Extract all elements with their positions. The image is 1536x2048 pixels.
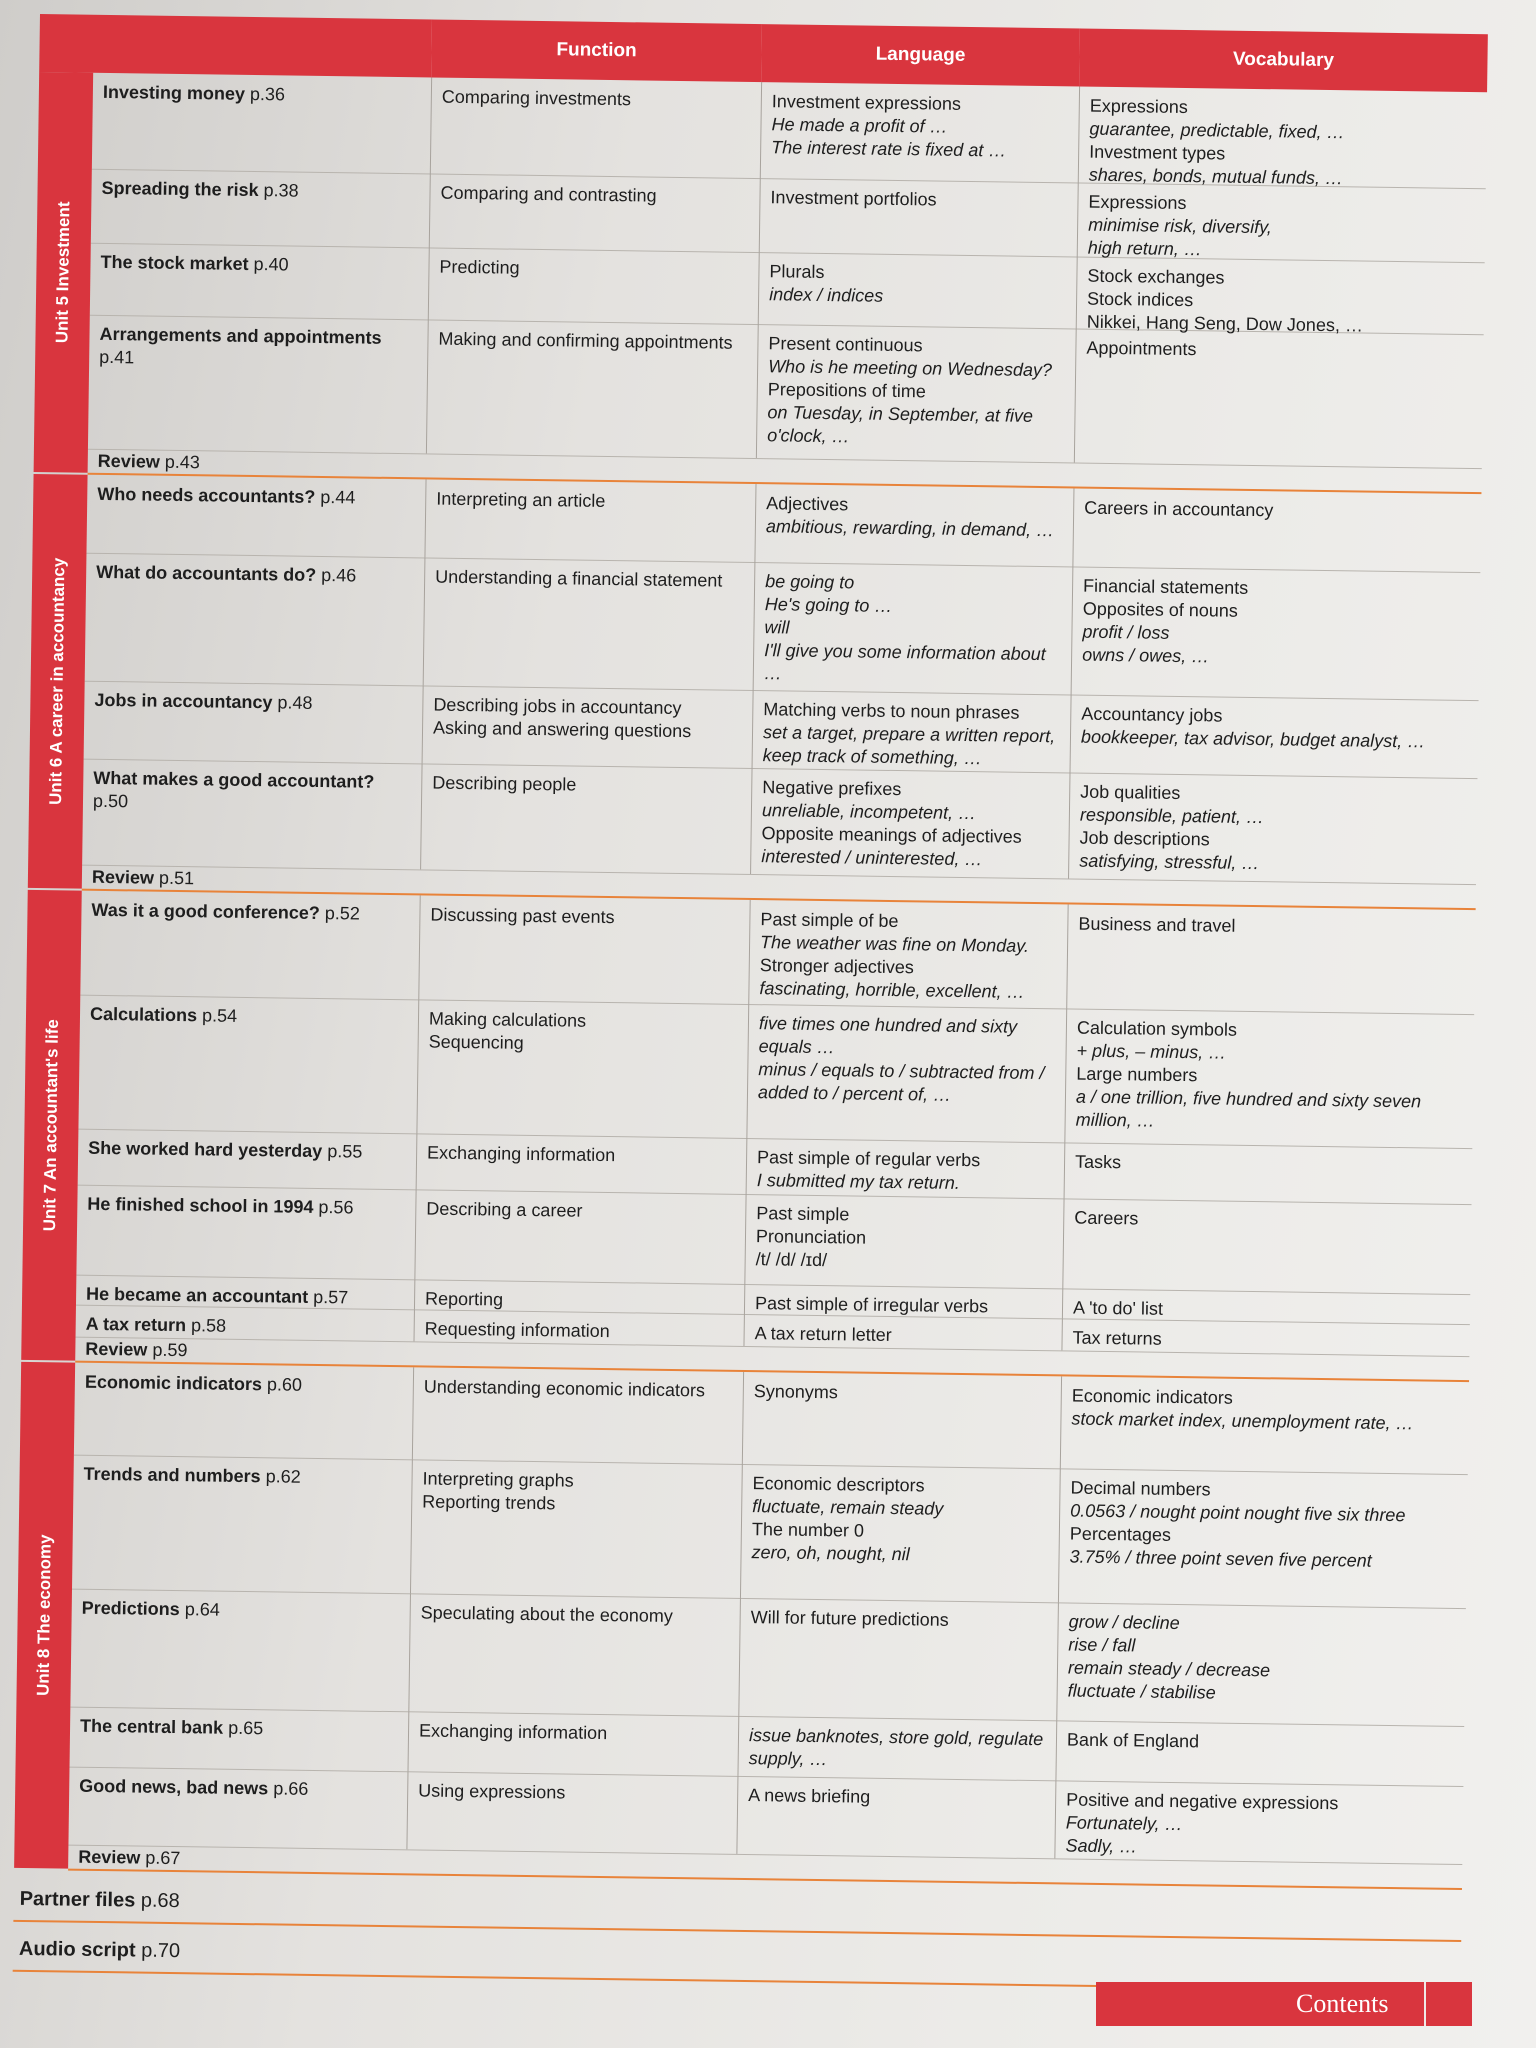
lesson-title: What makes a good accountant? [93, 767, 375, 792]
lesson-page: p.56 [318, 1197, 354, 1218]
vocabulary-line: Business and travel [1078, 913, 1236, 936]
function-line: Using expressions [418, 1780, 566, 1803]
vocabulary-line: Careers [1074, 1207, 1139, 1229]
language-line: fascinating, horrible, excellent, … [759, 978, 1025, 1002]
lesson-title: Was it a good conference? [91, 899, 320, 923]
vocabulary-cell [1064, 1142, 1473, 1204]
review-title: Review [85, 1338, 148, 1360]
language-cell [748, 900, 1067, 1008]
language-line: will [764, 617, 790, 638]
language-cell [759, 178, 1078, 256]
language-line: Negative prefixes [762, 777, 902, 800]
lesson-title: What do accountants do? [96, 561, 317, 585]
lesson-cell [76, 1275, 414, 1310]
unit-label: Unit 5 Investment [52, 201, 74, 344]
lesson-title: Calculations [89, 1003, 198, 1026]
vocabulary-line: + plus, – minus, … [1076, 1040, 1227, 1063]
vocabulary-line: Expressions [1088, 191, 1187, 214]
vocabulary-line: 3.75% / three point seven five percent [1069, 1546, 1372, 1571]
function-cell [430, 77, 761, 178]
function-cell [416, 999, 748, 1138]
lesson-title: He became an accountant [85, 1283, 309, 1307]
vocabulary-line: Tasks [1074, 1151, 1122, 1173]
vocabulary-line: fluctuate / stabilise [1067, 1680, 1216, 1703]
lesson-page: p.65 [228, 1717, 264, 1739]
lesson-page: p.66 [273, 1778, 309, 1799]
language-line: on Tuesday, in September, at five o'clock, … [767, 402, 1034, 447]
table-row [85, 553, 1481, 701]
lesson-cell [91, 169, 430, 248]
function-cell [423, 557, 755, 690]
vocabulary-line: profit / loss [1082, 621, 1170, 643]
language-line: The weather was fine on Monday. [759, 932, 1030, 956]
function-cell [428, 247, 759, 324]
lesson-page: p.41 [99, 346, 135, 368]
lesson-cell [86, 475, 425, 558]
review-title: Review [78, 1846, 141, 1868]
unit-band [34, 72, 94, 473]
function-line: Understanding a financial statement [435, 566, 723, 591]
language-line: Present continuous [768, 333, 923, 356]
language-line: Opposite meanings of adjectives [761, 823, 1022, 847]
lesson-page: p.55 [327, 1141, 363, 1162]
function-line: Requesting information [424, 1318, 610, 1342]
vocabulary-line: bookkeeper, tax advisor, budget analyst, … [1080, 726, 1426, 752]
vocabulary-line: Job qualities [1080, 781, 1181, 803]
function-cell [414, 1189, 745, 1284]
vocabulary-cell [1060, 1376, 1469, 1474]
function-line: Understanding economic indicators [423, 1376, 706, 1401]
vocabulary-cell [1071, 566, 1481, 700]
lesson-page: p.62 [265, 1466, 301, 1487]
language-cell [743, 1314, 1061, 1350]
lesson-cell [76, 1185, 415, 1280]
language-cell [738, 1598, 1058, 1720]
lesson-page: p.50 [92, 790, 129, 812]
function-line: Describing people [432, 772, 577, 795]
language-cell [750, 768, 1069, 878]
language-line: Past simple of regular verbs [756, 1147, 981, 1171]
function-cell [406, 1771, 737, 1854]
review-page: p.43 [164, 451, 201, 473]
vocabulary-line: responsible, patient, … [1079, 804, 1265, 828]
contents-label: Contents [1296, 1989, 1389, 2018]
table-row [72, 1455, 1468, 1609]
function-line: Predicting [439, 256, 520, 278]
language-line: The number 0 [751, 1519, 865, 1541]
header-language: Language [761, 24, 1082, 86]
vocabulary-cell [1074, 328, 1484, 468]
table-row [88, 315, 1484, 469]
lesson-cell [82, 759, 421, 870]
function-line: Making calculations [428, 1008, 587, 1031]
language-line: issue banknotes, store gold, regulate supply, … [748, 1725, 1044, 1770]
table-row [78, 995, 1474, 1149]
language-line: Will for future predictions [750, 1607, 949, 1630]
language-line: Plurals [769, 261, 825, 282]
lesson-page: p.64 [184, 1599, 220, 1620]
vocabulary-line: Financial statements [1082, 575, 1249, 598]
lesson-title: Who needs accountants? [97, 483, 316, 507]
function-line: Describing jobs in accountancy [433, 694, 682, 719]
contents-tab [1096, 1982, 1472, 2026]
lesson-cell [88, 315, 428, 454]
vocabulary-line: Bank of England [1066, 1729, 1200, 1752]
lesson-title: The central bank [79, 1715, 224, 1738]
lesson-title: Spreading the risk [101, 177, 259, 201]
function-cell [422, 685, 753, 768]
vocabulary-line: Appointments [1086, 337, 1197, 360]
language-line: He made a profit of … [771, 114, 948, 137]
lesson-title: The stock market [100, 251, 249, 274]
lesson-page: p.48 [277, 692, 313, 713]
vocabulary-line: grow / decline [1068, 1611, 1180, 1634]
lesson-title: Trends and numbers [83, 1463, 261, 1487]
vocabulary-line: Opposites of nouns [1082, 598, 1239, 621]
function-line: Sequencing [428, 1031, 524, 1053]
lesson-title: She worked hard yesterday [88, 1137, 323, 1162]
unit-band [14, 1362, 75, 1869]
language-cell [746, 1138, 1065, 1198]
function-line: Comparing and contrasting [440, 182, 657, 206]
function-line: Interpreting an article [436, 488, 606, 511]
vocabulary-cell [1058, 1468, 1468, 1608]
language-line: minus / equals to / subtracted from / added to / percent of, … [757, 1059, 1045, 1105]
vocabulary-cell [1055, 1720, 1464, 1786]
language-line: Synonyms [753, 1381, 839, 1403]
language-line: /t/ /d/ /ɪd/ [755, 1249, 828, 1271]
function-cell [418, 895, 749, 1004]
appendix-title: Partner files [19, 1887, 136, 1912]
header-function: Function [431, 19, 764, 82]
lesson-page: p.52 [324, 903, 361, 924]
language-cell [753, 562, 1073, 694]
function-line: Exchanging information [418, 1720, 608, 1744]
function-line: Reporting trends [422, 1491, 556, 1514]
language-line: ambitious, rewarding, in demand, … [765, 516, 1055, 541]
lesson-cell [80, 891, 419, 1000]
contents-tab-edge [1424, 1982, 1472, 2026]
language-cell [746, 1004, 1066, 1142]
review-page: p.67 [145, 1847, 181, 1869]
language-cell [737, 1716, 1056, 1780]
vocabulary-line: Fortunately, … [1065, 1812, 1183, 1835]
function-cell [414, 1279, 744, 1314]
language-line: Stronger adjectives [759, 955, 915, 978]
language-cell [736, 1776, 1055, 1858]
language-line: unreliable, incompetent, … [761, 800, 977, 824]
lesson-title: Jobs in accountancy [94, 689, 273, 713]
lesson-cell [70, 1589, 410, 1712]
vocabulary-line: Economic indicators [1071, 1385, 1234, 1408]
function-line: Exchanging information [427, 1142, 616, 1166]
lesson-title: Predictions [81, 1597, 180, 1620]
vocabulary-line: A 'to do' list [1072, 1297, 1164, 1319]
language-line: Prepositions of time [767, 379, 927, 402]
unit-label: Unit 7 An accountant's life [40, 1019, 62, 1232]
function-line: Reporting [424, 1288, 504, 1310]
vocabulary-line: Stock exchanges [1087, 265, 1225, 288]
header-vocabulary: Vocabulary [1079, 29, 1488, 93]
lesson-cell [78, 995, 418, 1134]
lesson-page: p.36 [249, 83, 286, 105]
vocabulary-cell [1078, 87, 1487, 189]
appendix-title: Audio script [18, 1937, 136, 1962]
header-blank [39, 14, 434, 77]
lesson-page: p.46 [321, 564, 357, 586]
language-cell [752, 690, 1071, 772]
language-line: Past simple of irregular verbs [754, 1293, 989, 1317]
language-cell [756, 324, 1076, 462]
vocabulary-line: Tax returns [1072, 1327, 1162, 1349]
unit-label: Unit 6 A career in accountancy [45, 557, 69, 806]
vocabulary-line: shares, bonds, mutual funds, … [1088, 164, 1344, 189]
language-cell [740, 1464, 1060, 1602]
language-line: Past simple [756, 1203, 850, 1225]
vocabulary-line: Positive and negative expressions [1066, 1789, 1339, 1814]
vocabulary-line: remain steady / decrease [1067, 1657, 1271, 1681]
lesson-page: p.54 [201, 1005, 238, 1026]
lesson-title: He finished school in 1994 [87, 1193, 314, 1217]
review-title: Review [91, 866, 155, 888]
language-cell [744, 1194, 1063, 1288]
lesson-title: Economic indicators [84, 1371, 263, 1395]
language-line: Matching verbs to noun phrases [763, 699, 1020, 723]
vocabulary-line: 0.0563 / nought point nought five six three [1070, 1500, 1406, 1526]
vocabulary-line: rise / fall [1068, 1634, 1136, 1656]
vocabulary-cell [1062, 1198, 1471, 1294]
language-line: Investment expressions [771, 91, 962, 114]
lesson-page: p.40 [253, 254, 289, 275]
vocabulary-cell [1076, 256, 1485, 334]
lesson-title: A tax return [85, 1313, 187, 1336]
function-line: Interpreting graphs [422, 1468, 574, 1491]
review-page: p.59 [152, 1339, 188, 1361]
language-line: index / indices [769, 284, 884, 306]
vocabulary-line: Calculation symbols [1076, 1017, 1238, 1040]
function-cell [424, 479, 755, 562]
function-line: Making and confirming appointments [438, 328, 733, 353]
lesson-page: p.44 [320, 486, 356, 508]
language-line: A tax return letter [754, 1323, 892, 1346]
vocabulary-line: Percentages [1069, 1523, 1172, 1545]
function-cell [420, 763, 751, 874]
language-line: fluctuate, remain steady [752, 1496, 944, 1519]
lesson-page: p.60 [266, 1374, 303, 1395]
table-row [82, 759, 1477, 885]
lesson-cell [84, 681, 423, 764]
lesson-cell [85, 553, 425, 686]
vocabulary-cell [1077, 183, 1486, 263]
language-cell [744, 1284, 1062, 1318]
appendix-page: p.68 [140, 1889, 180, 1913]
vocabulary-line: Decimal numbers [1070, 1477, 1211, 1500]
vocabulary-line: stock market index, unemployment rate, … [1071, 1408, 1414, 1434]
language-cell [754, 484, 1073, 566]
function-cell [408, 1593, 740, 1716]
vocabulary-cell [1054, 1780, 1463, 1864]
language-line: I submitted my tax return. [756, 1170, 960, 1193]
function-cell [410, 1459, 742, 1598]
function-line: Asking and answering questions [432, 717, 692, 742]
lesson-cell [78, 1129, 417, 1190]
function-cell [408, 1711, 739, 1776]
vocabulary-cell [1072, 488, 1481, 572]
lesson-page: p.38 [263, 180, 299, 201]
language-cell [742, 1372, 1061, 1468]
appendix-page: p.70 [141, 1939, 181, 1963]
lesson-title: Investing money [102, 81, 246, 104]
language-line: be going to [765, 571, 855, 593]
table-row [80, 891, 1475, 1015]
vocabulary-line: a / one trillion, five hundred and sixty seven million, … [1075, 1086, 1422, 1131]
vocabulary-cell [1070, 694, 1479, 778]
vocabulary-line: high return, … [1087, 237, 1203, 260]
language-line: Pronunciation [755, 1226, 867, 1248]
language-line: five times one hundred and sixty equals … [758, 1013, 1018, 1058]
function-line: Comparing investments [441, 86, 632, 110]
language-cell [760, 82, 1079, 182]
vocabulary-line: guarantee, predictable, fixed, … [1089, 118, 1345, 143]
contents-table [12, 14, 1520, 2024]
lesson-cell [76, 1305, 414, 1342]
vocabulary-line: Large numbers [1076, 1063, 1198, 1086]
vocabulary-cell [1064, 1008, 1474, 1148]
function-cell [414, 1309, 744, 1346]
language-line: interested / uninterested, … [761, 846, 983, 870]
function-cell [412, 1367, 743, 1464]
vocabulary-line: Stock indices [1086, 288, 1194, 311]
lesson-title: Good news, bad news [79, 1775, 269, 1799]
vocabulary-line: Job descriptions [1079, 827, 1210, 850]
vocabulary-line: minimise risk, diversify, [1088, 214, 1272, 238]
review-page: p.51 [158, 867, 195, 889]
unit-label: Unit 8 The economy [33, 1534, 55, 1697]
language-line: I'll give you some information about … [763, 640, 1046, 684]
function-line: Discussing past events [430, 904, 615, 928]
language-line: Past simple of be [760, 909, 899, 932]
function-cell [416, 1133, 747, 1194]
language-line: zero, oh, nought, nil [751, 1542, 910, 1565]
vocabulary-cell [1068, 772, 1477, 884]
vocabulary-line: Investment types [1089, 141, 1226, 164]
language-line: The interest rate is fixed at … [771, 137, 1007, 161]
function-line: Describing a career [426, 1198, 583, 1221]
vocabulary-cell [1056, 1602, 1466, 1726]
lesson-page: p.58 [190, 1315, 227, 1336]
lesson-cell [72, 1455, 412, 1594]
unit-band [28, 474, 88, 889]
review-title: Review [97, 450, 160, 472]
language-line: A news briefing [748, 1785, 871, 1807]
lesson-cell [70, 1707, 409, 1772]
language-line: Adjectives [766, 493, 849, 515]
vocabulary-cell [1066, 904, 1475, 1014]
language-line: Economic descriptors [752, 1473, 925, 1496]
lesson-cell [74, 1363, 413, 1460]
vocabulary-line: Careers in accountancy [1084, 497, 1274, 521]
function-line: Speculating about the economy [420, 1602, 674, 1626]
vocabulary-line: owns / owes, … [1082, 644, 1210, 667]
lesson-title: Arrangements and appointments [99, 323, 382, 348]
lesson-cell [68, 1767, 407, 1850]
table-row [70, 1589, 1466, 1727]
language-line: Investment portfolios [770, 187, 937, 210]
function-cell [429, 173, 760, 252]
function-cell [426, 319, 758, 458]
lesson-page: p.57 [313, 1286, 349, 1308]
vocabulary-line: satisfying, stressful, … [1079, 850, 1260, 874]
vocabulary-line: Accountancy jobs [1081, 703, 1223, 726]
language-line: Who is he meeting on Wednesday? [768, 356, 1053, 381]
vocabulary-line: Sadly, … [1065, 1835, 1138, 1857]
lesson-cell [92, 73, 431, 174]
lesson-cell [90, 243, 429, 320]
unit-band [21, 890, 82, 1361]
language-line: He's going to … [764, 594, 893, 616]
language-line: set a target, prepare a written report, keep track of something, … [762, 722, 1056, 769]
language-cell [758, 252, 1077, 328]
vocabulary-line: Nikkei, Hang Seng, Dow Jones, … [1086, 311, 1364, 336]
vocabulary-line: Expressions [1089, 95, 1188, 118]
